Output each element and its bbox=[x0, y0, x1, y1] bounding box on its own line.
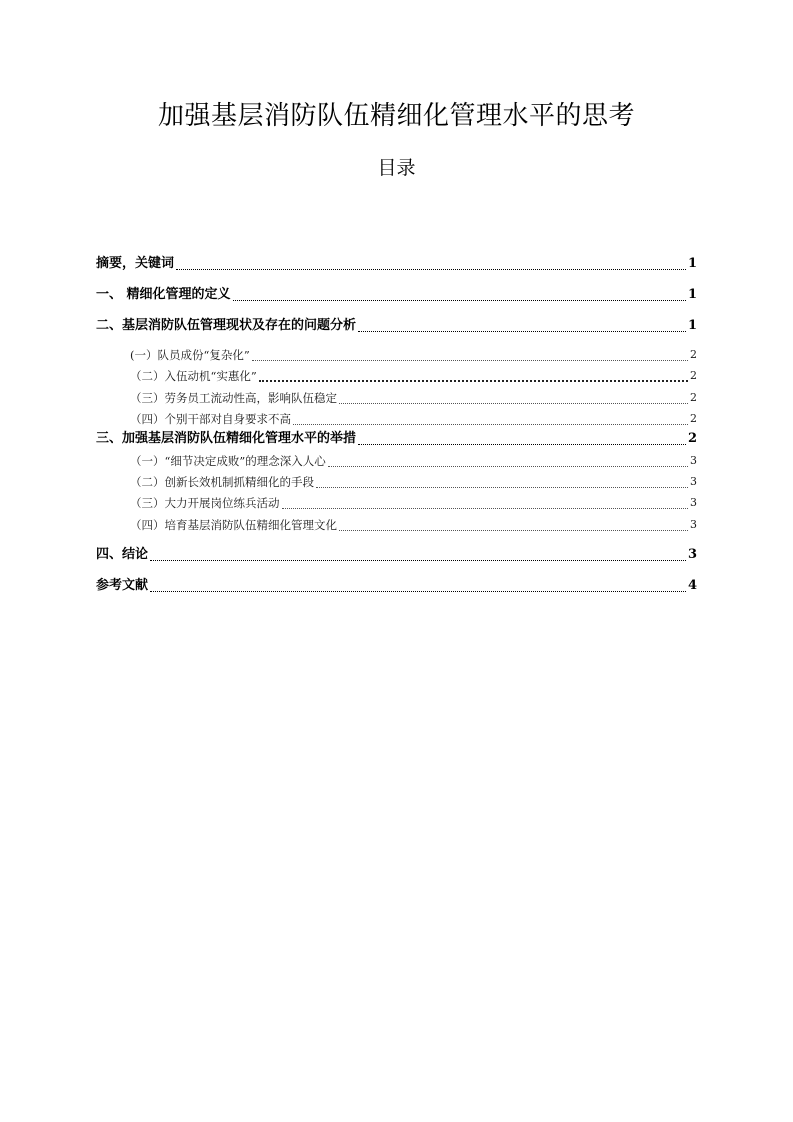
toc-entry-page: 2 bbox=[690, 391, 697, 404]
toc-entry-section-3[interactable] bbox=[96, 430, 697, 448]
toc-entry-abstract[interactable] bbox=[96, 255, 697, 273]
toc-dot-leader bbox=[150, 581, 686, 592]
toc-entry-section-2-2[interactable] bbox=[130, 367, 697, 385]
toc-entry-section-3-3[interactable] bbox=[130, 494, 697, 512]
toc-entry-section-3-2[interactable] bbox=[130, 473, 697, 491]
toc-entry-section-2-4[interactable] bbox=[130, 410, 697, 428]
toc-entry-label: （四）培育基层消防队伍精细化管理文化 bbox=[130, 518, 337, 532]
toc-entry-label: 四、结论 bbox=[96, 547, 149, 562]
toc-entry-page: 4 bbox=[687, 578, 697, 593]
toc-entry-label: 参考文献 bbox=[96, 578, 149, 593]
toc-dot-leader bbox=[316, 477, 688, 488]
toc-entry-label: （三）大力开展岗位练兵活动 bbox=[130, 496, 280, 510]
toc-dot-leader bbox=[293, 414, 688, 425]
toc-entry-page: 1 bbox=[687, 256, 697, 271]
toc-entry-page: 2 bbox=[690, 412, 697, 425]
toc-entry-section-4[interactable] bbox=[96, 546, 697, 564]
toc-dot-leader bbox=[328, 456, 688, 467]
toc-dot-leader bbox=[358, 434, 686, 445]
toc-dot-leader bbox=[339, 393, 688, 404]
toc-entry-label: 二、基层消防队伍管理现状及存在的问题分析 bbox=[96, 318, 357, 333]
toc-entry-label: （一）“细节决定成败”的理念深入人心 bbox=[130, 454, 326, 468]
toc-dot-leader bbox=[150, 550, 686, 561]
toc-entry-section-3-1[interactable] bbox=[130, 452, 697, 470]
toc-dot-leader bbox=[176, 259, 686, 270]
toc-entry-page: 3 bbox=[687, 547, 697, 562]
toc-entry-label: （二）创新长效机制抓精细化的手段 bbox=[130, 475, 314, 489]
toc-entry-section-2[interactable] bbox=[96, 317, 697, 335]
toc-entry-label: （三）劳务员工流动性高，影响队伍稳定 bbox=[130, 391, 337, 405]
toc-entry-section-1[interactable] bbox=[96, 286, 697, 304]
toc-entry-label: 三、加强基层消防队伍精细化管理水平的举措 bbox=[96, 431, 357, 446]
document-title: 加强基层消防队伍精细化管理水平的思考 bbox=[157, 101, 635, 131]
toc-entry-page: 2 bbox=[690, 369, 697, 382]
toc-dot-leader bbox=[252, 350, 688, 361]
toc-entry-section-2-1[interactable] bbox=[130, 346, 697, 364]
toc-entry-page: 1 bbox=[687, 318, 697, 333]
toc-dot-leader bbox=[282, 498, 689, 509]
toc-entry-page: 3 bbox=[690, 496, 697, 509]
toc-entry-references[interactable] bbox=[96, 577, 697, 595]
toc-dot-leader bbox=[358, 321, 686, 332]
toc-dot-leader bbox=[233, 290, 686, 301]
toc-entry-page: 3 bbox=[690, 454, 697, 467]
toc-entry-label: 摘要，关键词 bbox=[96, 256, 175, 271]
toc-entry-section-2-3[interactable] bbox=[130, 389, 697, 407]
toc-entry-page: 2 bbox=[690, 348, 697, 361]
toc-entry-label: （四）个别干部对自身要求不高 bbox=[130, 412, 291, 426]
toc-entry-page: 1 bbox=[687, 287, 697, 302]
toc-dot-leader bbox=[339, 520, 688, 531]
toc-entry-label: （二）入伍动机“实惠化” bbox=[130, 369, 257, 383]
toc-entry-section-3-4[interactable] bbox=[130, 516, 697, 534]
toc-entry-page: 3 bbox=[690, 518, 697, 531]
toc-entry-label: 一、 精细化管理的定义 bbox=[96, 287, 231, 302]
toc-entry-page: 3 bbox=[690, 475, 697, 488]
toc-dot-leader bbox=[259, 370, 688, 382]
toc-entry-page: 2 bbox=[687, 431, 697, 446]
toc-heading: 目录 bbox=[377, 157, 416, 179]
toc-entry-label: (一）队员成份“复杂化” bbox=[130, 348, 250, 362]
